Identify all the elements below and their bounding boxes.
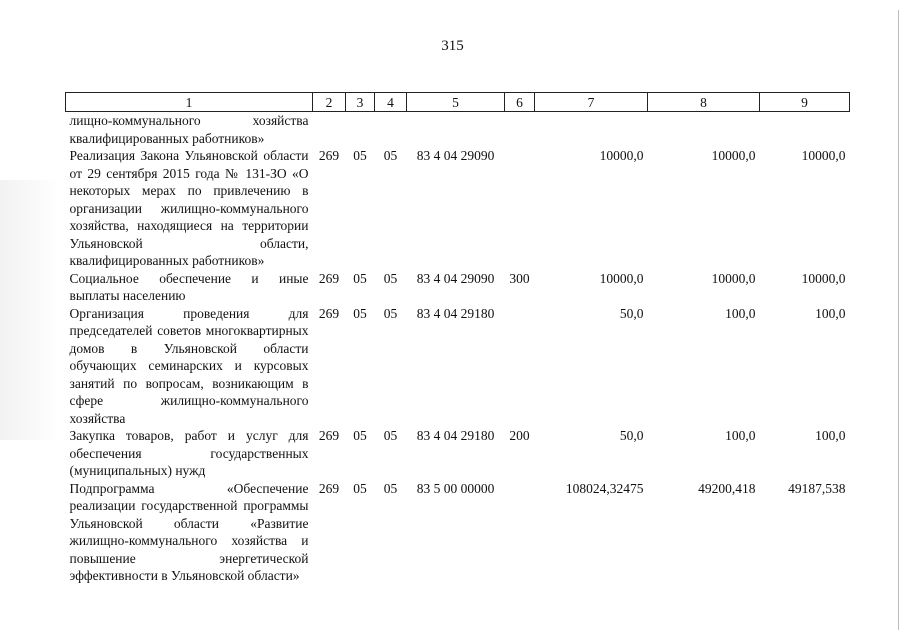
row-name: Организация проведения для председателей советов многоквартирных домов в Ульяновской области обучающих семинарских и курсовых занятий по вопросам, возникающим в сфере жилищно-коммунального хозяйства — [69, 305, 309, 426]
row-code-5: 83 4 04 29180 — [416, 428, 495, 443]
page-number: 315 — [441, 38, 464, 54]
row-value-7: 50,0 — [619, 305, 644, 321]
row-value-9: 49187,538 — [788, 480, 846, 496]
row-code-5: 83 4 04 29180 — [416, 305, 495, 321]
row-value-8: 10000,0 — [711, 270, 756, 286]
header-col-1: 1 — [66, 93, 313, 112]
row-code-5: 83 4 04 29090 — [416, 270, 495, 286]
row-value-9: 10000,0 — [801, 270, 846, 286]
row-code-2: 269 — [318, 270, 340, 286]
header-col-9: 9 — [760, 93, 850, 112]
budget-table — [65, 92, 850, 585]
row-code-4: 05 — [383, 428, 398, 443]
header-row — [66, 93, 850, 112]
row-code-3: 05 — [353, 270, 367, 286]
header-col-2: 2 — [313, 93, 346, 112]
page-edge-line — [898, 10, 899, 630]
table-header — [66, 93, 850, 112]
row-value-7: 50,0 — [619, 428, 644, 443]
row-code-3: 05 — [353, 148, 367, 163]
table-row — [66, 427, 850, 480]
header-col-7: 7 — [535, 93, 648, 112]
row-code-4 — [375, 112, 407, 148]
table-row — [66, 112, 850, 148]
row-code-6 — [505, 305, 535, 428]
row-code-3: 05 — [353, 480, 367, 496]
row-code-2: 269 — [318, 480, 340, 496]
scan-shadow — [0, 180, 60, 440]
row-value-9: 100,0 — [815, 428, 846, 443]
row-code-6 — [505, 112, 535, 148]
row-code-3 — [346, 112, 375, 148]
row-value-8: 100,0 — [725, 305, 756, 321]
row-code-5: 83 5 00 00000 — [416, 480, 495, 496]
row-code-4: 05 — [383, 480, 398, 496]
row-name: лищно-коммунального хозяйства квалифицированных работников» — [69, 113, 309, 146]
table-row — [66, 305, 850, 428]
row-name: Реализация Закона Ульяновской области от 29 сентября 2015 года № 131-ЗО «О некоторых мерах по привлечению в организации жилищно-коммунального хозяйства, находящиеся на территории Ульяновской области, квалифицированных работников» — [69, 148, 309, 268]
row-value-8: 100,0 — [725, 428, 756, 443]
row-name: Подпрограмма «Обеспечение реализации государственной программы Ульяновской области «Развитие жилищно-коммунального хозяйства и повышение энергетической эффективности в Ульяновской области» — [69, 480, 309, 583]
header-col-6: 6 — [505, 93, 535, 112]
table-row — [66, 270, 850, 305]
row-value-8: 49200,418 — [698, 480, 756, 496]
row-code-4: 05 — [383, 305, 398, 321]
row-value-7: 108024,32475 — [565, 480, 644, 496]
row-value-8 — [648, 112, 760, 148]
row-code-6 — [505, 480, 535, 585]
row-code-5 — [407, 112, 505, 148]
row-code-3: 05 — [353, 428, 367, 443]
table-row — [66, 147, 850, 270]
row-code-2 — [313, 112, 346, 148]
row-name: Закупка товаров, работ и услуг для обеспечения государственных (муниципальных) нужд — [69, 428, 309, 478]
table-row — [66, 480, 850, 585]
row-code-3: 05 — [353, 305, 367, 321]
row-value-9 — [760, 112, 850, 148]
row-code-6: 200 — [509, 428, 530, 443]
row-code-2: 269 — [318, 148, 340, 163]
header-col-8: 8 — [648, 93, 760, 112]
row-value-9: 10000,0 — [801, 148, 846, 163]
row-code-4: 05 — [383, 270, 398, 286]
header-col-4: 4 — [375, 93, 407, 112]
row-code-2: 269 — [318, 428, 340, 443]
row-code-6: 300 — [509, 270, 530, 286]
row-code-2: 269 — [318, 305, 340, 321]
header-col-3: 3 — [346, 93, 375, 112]
header-col-5: 5 — [407, 93, 505, 112]
row-name: Социальное обеспечение и иные выплаты населению — [69, 270, 309, 303]
row-value-7: 10000,0 — [599, 148, 644, 163]
row-value-7 — [535, 112, 648, 148]
row-code-6 — [505, 147, 535, 270]
table-body — [66, 112, 850, 585]
row-code-4: 05 — [383, 148, 398, 163]
row-value-9: 100,0 — [815, 305, 846, 321]
row-code-5: 83 4 04 29090 — [416, 148, 495, 163]
row-value-8: 10000,0 — [711, 148, 756, 163]
row-value-7: 10000,0 — [599, 270, 644, 286]
